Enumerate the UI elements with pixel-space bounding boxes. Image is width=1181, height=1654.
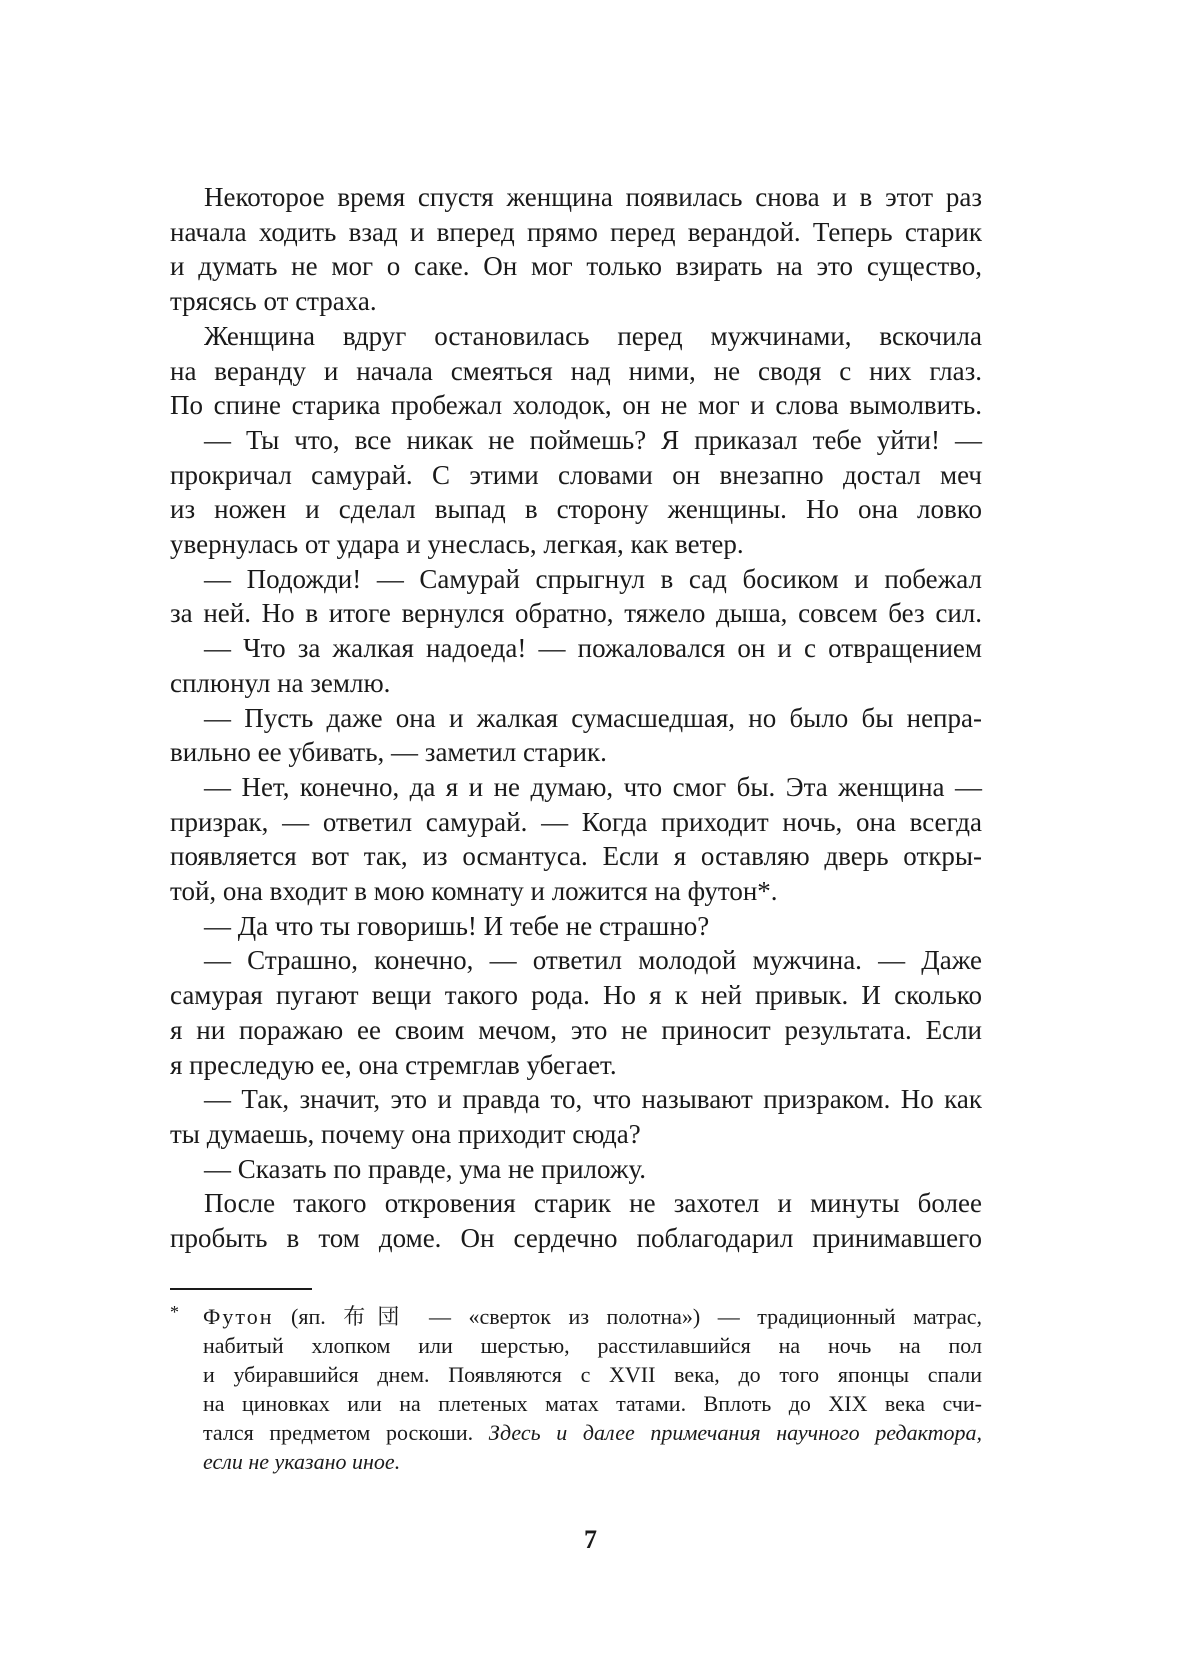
footnote-editor-note: если не указано иное. — [203, 1449, 401, 1474]
text-line: из ножен и сделал выпад в сторону женщины. Но она ловко — [170, 494, 982, 525]
footnote-term: Футон — [203, 1304, 274, 1329]
text-line: — Что за жалкая надоеда! — пожаловался он и с отвращением — [204, 633, 982, 664]
footnote-editor-note: Здесь и далее примечания научного редактора, — [488, 1420, 982, 1445]
text-line: По спине старика пробежал холодок, он не мог и слова вымолвить. — [170, 390, 982, 421]
text-line: — Страшно, конечно, — ответил молодой мужчина. — Даже — [204, 945, 982, 976]
footnote-text: (яп. 布団 — «сверток из полотна») — традиционный матрас, — [273, 1304, 982, 1329]
footnote-marker: * — [170, 1302, 179, 1322]
footnote — [170, 1302, 982, 1476]
text-line: на веранду и начала смеяться над ними, не сводя с них глаз. — [170, 355, 982, 386]
footnote-text: тался предметом роскоши. — [203, 1420, 489, 1445]
page-number: 7 — [584, 1525, 597, 1554]
text-line: прокричал самурай. С этими словами он внезапно достал меч — [170, 459, 982, 490]
text-line: за ней. Но в итоге вернулся обратно, тяжело дыша, совсем без сил. — [170, 598, 982, 629]
footnote-line: и убиравшийся днем. Появляются с XVII века, до того японцы спали — [203, 1362, 982, 1387]
text-line: Женщина вдруг остановилась перед мужчинами, вскочила — [204, 320, 982, 351]
text-line: я ни поражаю ее своим мечом, это не приносит результата. Если — [170, 1014, 982, 1045]
text-line: — Нет, конечно, да я и не думаю, что смог бы. Эта женщина — — [204, 771, 982, 802]
text-line: пробыть в том доме. Он сердечно поблагодарил принимавшего — [170, 1223, 982, 1254]
text-line: самурая пугают вещи такого рода. Но я к ней привык. И сколько — [170, 980, 982, 1011]
text-line: появляется вот так, из османтуса. Если я оставляю дверь откры- — [170, 841, 982, 872]
text-line: я преследую ее, она стремглав убегает. — [170, 1049, 617, 1080]
footnote-line — [203, 1302, 982, 1331]
text-line: После такого откровения старик не захотел и минуты более — [204, 1188, 982, 1219]
body-text — [170, 180, 982, 1256]
text-line: начала ходить взад и вперед прямо перед верандой. Теперь старик — [170, 216, 982, 247]
text-line: — Сказать по правде, ума не приложу. — [204, 1153, 647, 1184]
footnote-line — [203, 1418, 982, 1447]
text-line: и думать не мог о саке. Он мог только взирать на это существо, — [170, 251, 982, 282]
text-line: — Подожди! — Самурай спрыгнул в сад босиком и побежал — [204, 563, 982, 594]
text-line: сплюнул на землю. — [170, 667, 391, 698]
text-line: — Пусть даже она и жалкая сумасшедшая, но было бы непра- — [204, 702, 982, 733]
text-line: той, она входит в мою комнату и ложится на футон*. — [170, 876, 778, 907]
text-line: увернулась от удара и унеслась, легкая, как ветер. — [170, 529, 744, 560]
text-line: трясясь от страха. — [170, 286, 377, 317]
text-line: — Да что ты говоришь! И тебе не страшно? — [204, 910, 710, 941]
footnote-separator — [170, 1288, 312, 1290]
text-line: Некоторое время спустя женщина появилась снова и в этот раз — [204, 182, 982, 212]
footnote-line: набитый хлопком или шерстью, расстилавшийся на ночь на пол — [203, 1333, 982, 1358]
text-line: ты думаешь, почему она приходит сюда? — [170, 1118, 641, 1149]
text-line: — Ты что, все никак не поймешь? Я приказал тебе уйти! — — [204, 424, 982, 455]
text-line: призрак, — ответил самурай. — Когда приходит ночь, она всегда — [170, 806, 982, 837]
footnote-line: на циновках или на плетеных матах татами. Вплоть до XIX века счи- — [203, 1391, 982, 1416]
text-line: вильно ее убивать, — заметил старик. — [170, 737, 607, 768]
text-line: — Так, значит, это и правда то, что называют призраком. Но как — [204, 1084, 982, 1115]
